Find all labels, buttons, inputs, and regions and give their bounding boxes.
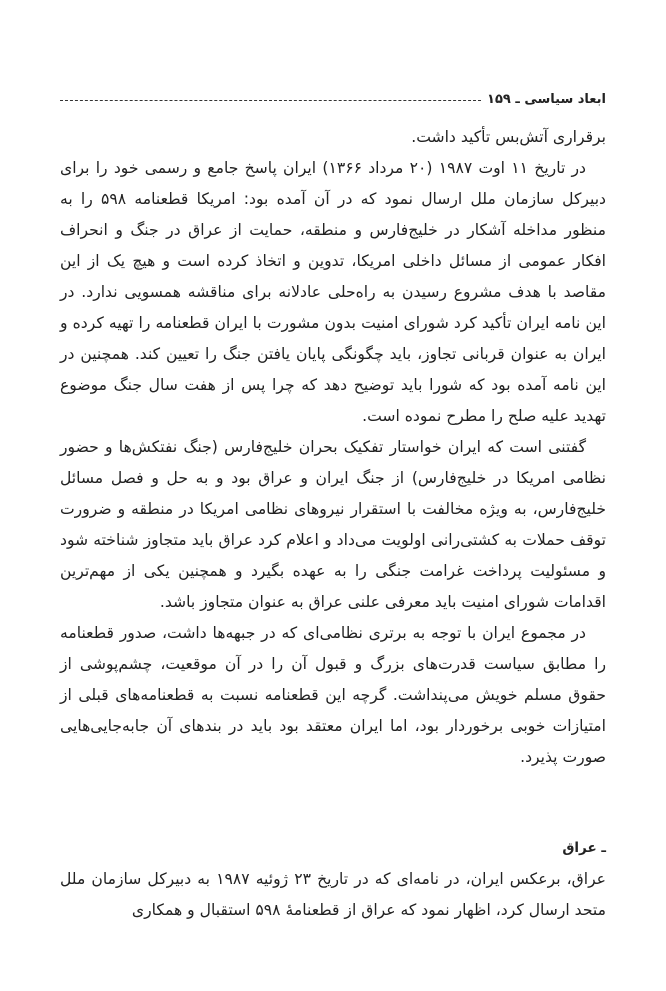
- main-text: [60, 122, 606, 773]
- running-header: [60, 88, 606, 110]
- section-paragraph: عراق، برعکس ایران، در نامه‌ای که در تاریخ ۲۳ ژوئیه ۱۹۸۷ به دبیرکل سازمان ملل متحد ارسال کرد، اظهار نمود که عراق از قطعنامهٔ ۵۹۸ استقبال و همکاری: [60, 870, 606, 919]
- paragraph-gulf-crisis: گفتنی است که ایران خواستار تفکیک بحران خلیج‌فارس (جنگ نفتکش‌ها و حضور نظامی امریکا در خلیج‌فارس) از جنگ ایران و عراق بود و به حل و فصل مسائل خلیج‌فارس، به ویژه مخالفت با استقرار نیروهای نظامی امریکا در منطقه و ضرورت توقف حملات به کشتی‌رانی اولویت می‌داد و اعلام کرد عراق باید متجاوز شناخته شود و مسئولیت پرداخت غرامت جنگی را به عهده بگیرد و همچنین یکی از مهم‌ترین اقدامات شورای امنیت باید معرفی علنی عراق به عنوان متجاوز باشد.: [60, 438, 606, 611]
- running-title: ابعاد سیاسی ـ ۱۵۹: [487, 91, 606, 107]
- paragraph-iran-response: در تاریخ ۱۱ اوت ۱۹۸۷ (۲۰ مرداد ۱۳۶۶) ایران پاسخ جامع و رسمی خود را برای دبیرکل سازمان ملل ارسال نمود که در آن آمده بود: امریکا قطعنامه ۵۹۸ را به منظور مداخله آشکار در خلیج‌فارس و منطقه، حمایت از عراق در جنگ و انحراف افکار عمومی از مسائل داخلی امریکا، تدوین و اتخاذ کرده است و هیچ یک از این مقاصد با هدف مشروع رسیدن به راه‌حلی عادلانه برای مناقشه همسویی ندارد. در این نامه ایران تأکید کرد شورای امنیت بدون مشورت با ایران قطعنامه را تهیه کرده و ایران به عنوان قربانی تجاوز، باید چگونگی پایان یافتن جنگ را تعیین کند. همچنین در این نامه آمده بود که شورا باید توضیح دهد که چرا پس از هفت سال جنگ موضوع تهدید علیه صلح را مطرح نموده است.: [60, 159, 606, 425]
- section-iraq: [60, 836, 606, 926]
- paragraph-summary: در مجموع ایران با توجه به برتری نظامی‌ای که در جبهه‌ها داشت، صدور قطعنامه را مطابق سیاست قدرت‌های بزرگ و قبول آن را در آن موقعیت، چشم‌پوشی از حقوق مسلم خویش می‌پنداشت. گرچه این قطعنامه نسبت به قطعنامه‌های قبلی از امتیازات خوبی برخوردار بود، اما ایران معتقد بود باید در بندهای آن جابه‌جایی‌هایی صورت پذیرد.: [60, 624, 606, 766]
- section-heading: ـ عراق: [562, 840, 606, 856]
- header-dashed-rule: [60, 100, 481, 101]
- paragraph-continuation: برقراری آتش‌بس تأکید داشت.: [411, 128, 606, 146]
